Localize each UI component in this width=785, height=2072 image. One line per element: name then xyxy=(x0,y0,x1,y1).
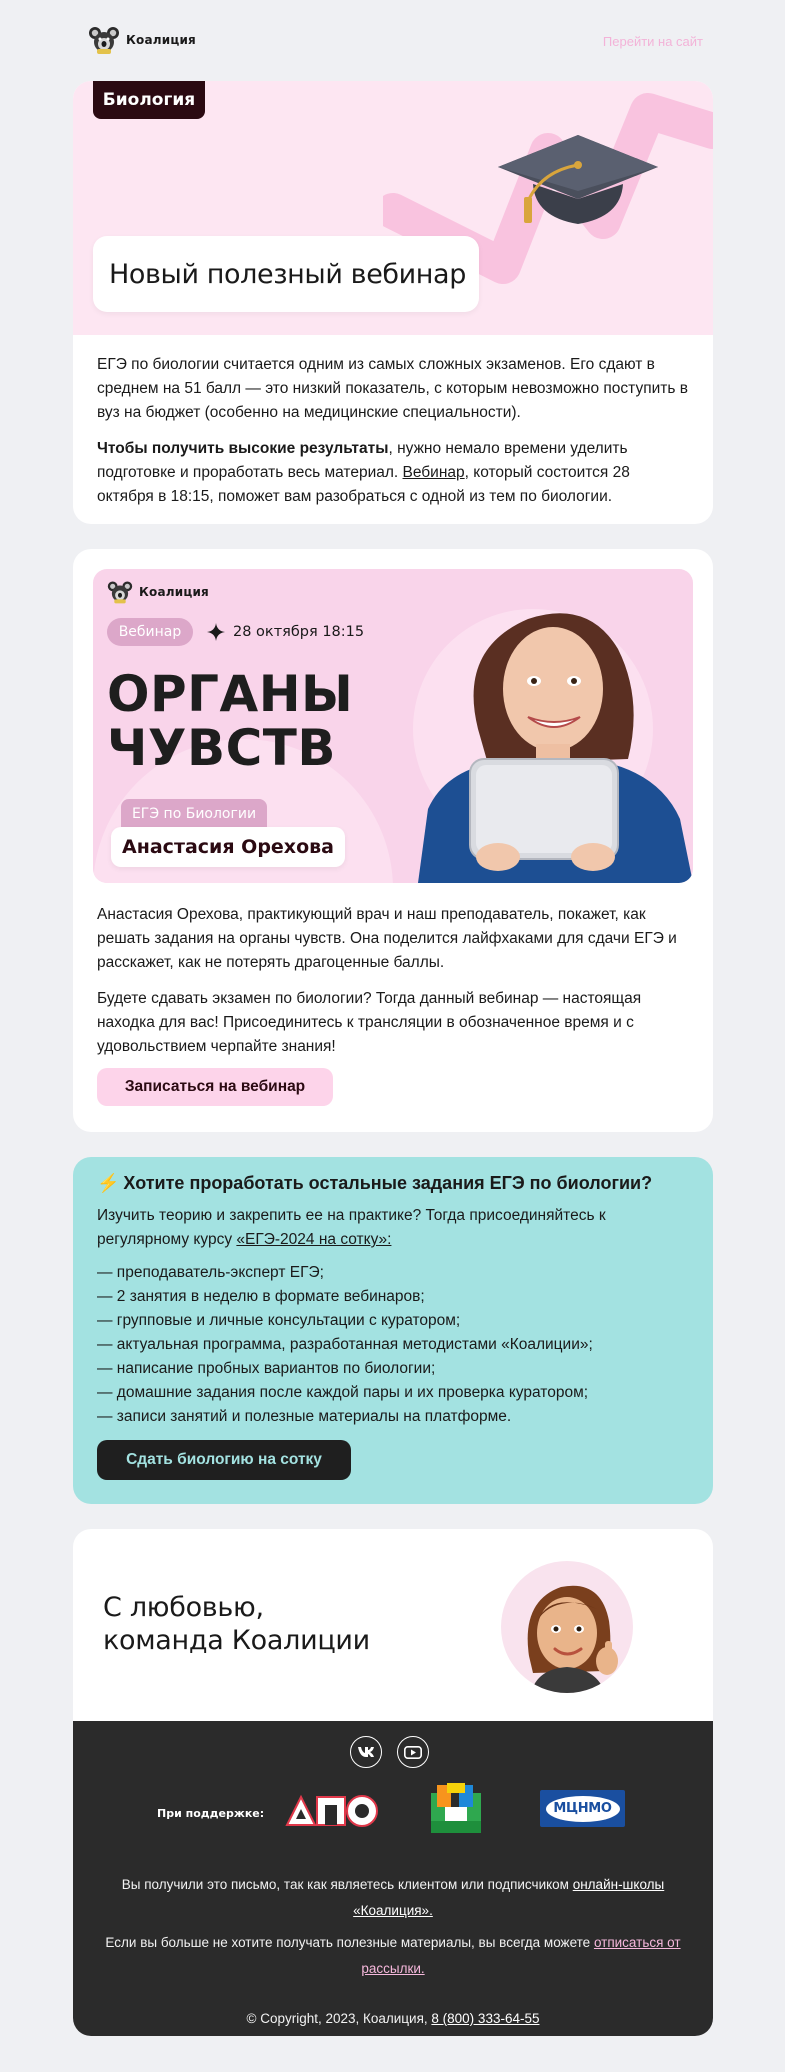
lightning-icon: ⚡ xyxy=(97,1173,120,1193)
teacher-photo xyxy=(418,589,693,883)
koala-logo-icon xyxy=(107,579,133,605)
webinar-paragraph-1: Анастасия Орехова, практикующий врач и наш преподаватель, покажет, как решать задания на органы чувств. Она поделится лайфхаками для сдачи ЕГЭ и расскажет, как не потерять драгоценные баллы. xyxy=(97,906,677,971)
signoff-line-2: команда Коалиции xyxy=(103,1625,370,1656)
intro-text-a: , нужно немало времени уделить подготовке и проработать весь материал. xyxy=(97,440,628,481)
course-feature-item: — написание пробных вариантов по биологии; xyxy=(97,1360,436,1377)
subject-pill: ЕГЭ по Биологии xyxy=(121,799,267,829)
hero-title: Новый полезный вебинар xyxy=(109,258,466,290)
hero-title-box xyxy=(93,236,479,312)
webinar-link[interactable]: Вебинар xyxy=(402,464,465,481)
course-feature-item: — 2 занятия в неделю в формате вебинаров; xyxy=(97,1288,425,1305)
footer xyxy=(73,1721,713,2036)
webinar-banner xyxy=(93,569,693,883)
course-card xyxy=(73,1157,713,1504)
memoji-avatar-icon xyxy=(501,1561,633,1693)
memoji-avatar xyxy=(501,1561,633,1693)
mcnmo-logo-text: МЦНМО xyxy=(553,1801,612,1816)
webinar-card xyxy=(73,549,713,1132)
course-title-text: Хотите проработать остальные задания ЕГЭ по биологии? xyxy=(123,1173,653,1193)
signoff-card xyxy=(73,1529,713,2036)
signoff-text xyxy=(103,1591,370,1657)
school-link[interactable]: онлайн-школы «Коалиция». xyxy=(353,1877,665,1918)
webinar-date-text: 28 октября 18:15 xyxy=(233,624,365,640)
intro-hero-banner xyxy=(73,81,713,335)
copyright xyxy=(73,2011,713,2026)
webinar-pill: Вебинар xyxy=(107,618,193,646)
course-feature-item: — домашние задания после каждой пары и их проверка куратором; xyxy=(97,1384,589,1401)
copyright-text: © Copyright, 2023, Коалиция, xyxy=(246,2011,432,2026)
course-signup-button[interactable]: Сдать биологию на сотку xyxy=(97,1440,351,1480)
notice-text: Вы получили это письмо, так как являетесь клиентом или подписчиком xyxy=(121,1877,573,1892)
goto-site-link[interactable]: Перейти на сайт xyxy=(602,34,703,49)
phone-link[interactable]: 8 (800) 333-64-55 xyxy=(431,2011,540,2026)
header-logo[interactable] xyxy=(88,24,196,56)
youtube-icon[interactable] xyxy=(397,1736,429,1768)
course-intro xyxy=(97,1204,689,1252)
course-feature-item: — групповые и личные консультации с куратором; xyxy=(97,1312,461,1329)
course-link[interactable]: «ЕГЭ-2024 на сотку»: xyxy=(236,1231,392,1248)
support-label: При поддержке: xyxy=(157,1807,265,1820)
dpo-logo[interactable] xyxy=(283,1791,381,1831)
intro-card xyxy=(73,81,713,524)
register-webinar-button[interactable]: Записаться на вебинар xyxy=(97,1068,333,1106)
mcnmo-logo[interactable] xyxy=(540,1790,625,1827)
unsubscribe-notice xyxy=(93,1930,693,1982)
banner-logo-text: Коалиция xyxy=(139,585,209,599)
subscription-notice xyxy=(93,1872,693,1924)
webinar-title-line-1: ОРГАНЫ xyxy=(107,665,354,723)
logo-text: Коалиция xyxy=(126,33,196,47)
intro-paragraph-2 xyxy=(97,437,689,509)
koala-logo-icon xyxy=(88,24,120,56)
banner-logo xyxy=(107,579,209,605)
webinar-date xyxy=(207,623,364,641)
teacher-name: Анастасия Орехова xyxy=(111,827,345,867)
vk-icon[interactable] xyxy=(350,1736,382,1768)
intro-paragraph-1: ЕГЭ по биологии считается одним из самых сложных экзаменов. Его сдают в среднем на 51 балл — это низкий показатель, с которым невозможно поступить в вуз на бюджет (особенно на медицинские специальности). xyxy=(97,356,688,421)
course-feature-item: — актуальная программа, разработанная методистами «Коалиции»; xyxy=(97,1336,593,1353)
intro-bold-text: Чтобы получить высокие результаты xyxy=(97,440,389,457)
partner-blocks-logo-icon[interactable] xyxy=(427,1781,485,1839)
webinar-title xyxy=(107,667,353,775)
course-intro-text: Изучить теорию и закрепить ее на практике? Тогда присоединяйтесь к регулярному курсу xyxy=(97,1207,606,1248)
course-feature-item: — преподаватель-эксперт ЕГЭ; xyxy=(97,1264,324,1281)
dpo-logo-icon xyxy=(283,1791,381,1831)
sparkle-icon xyxy=(207,623,225,641)
course-feature-item: — записи занятий и полезные материалы на платформе. xyxy=(97,1408,512,1425)
subject-badge: Биология xyxy=(93,81,205,119)
course-features-list xyxy=(97,1261,689,1429)
intro-text-b: , который состоится 28 октября в 18:15, поможет вам разобраться с одной из тем по биологии. xyxy=(97,464,630,505)
course-title xyxy=(97,1173,652,1194)
webinar-paragraph-2: Будете сдавать экзамен по биологии? Тогда данный вебинар — настоящая находка для вас! Присоединитесь к трансляции в обозначенное время и с удовольствием черпайте знания! xyxy=(97,990,642,1055)
signoff-line-1: С любовью, xyxy=(103,1592,264,1623)
unsubscribe-link[interactable]: отписаться от рассылки. xyxy=(361,1935,681,1976)
webinar-title-line-2: ЧУВСТВ xyxy=(107,719,336,777)
unsubscribe-text: Если вы больше не хотите получать полезные материалы, вы всегда можете xyxy=(105,1935,594,1950)
graduation-cap-icon xyxy=(493,129,663,239)
